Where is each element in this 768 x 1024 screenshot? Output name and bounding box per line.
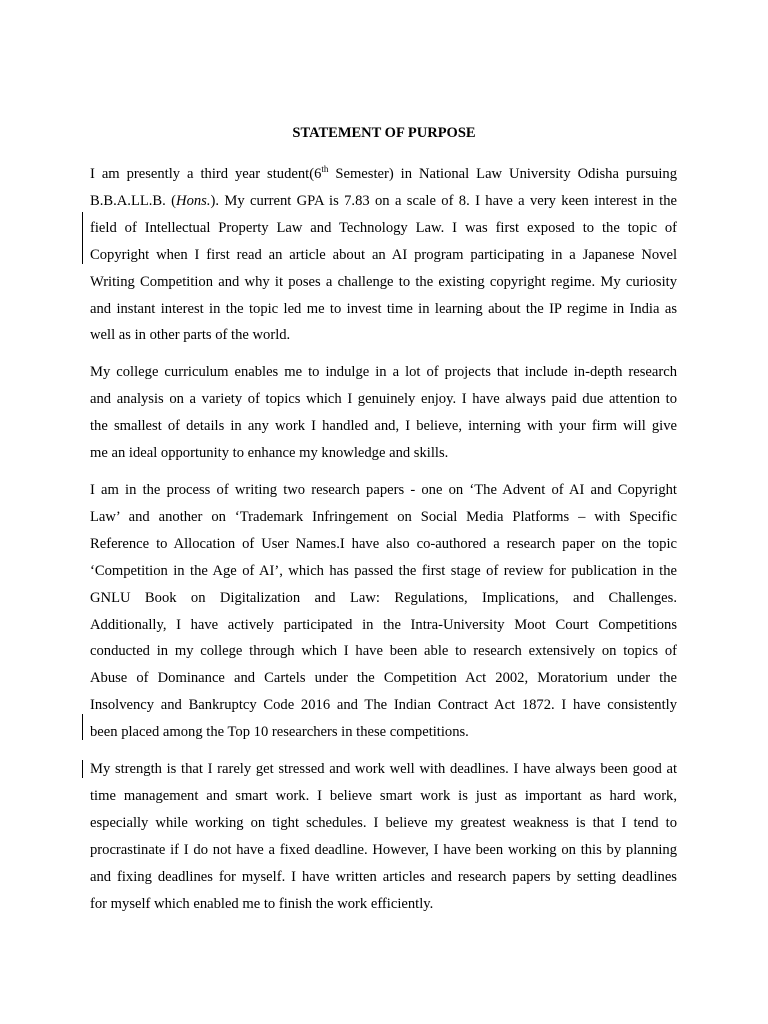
text-line: time management and smart work. I believe smart work is just as important as hard work,	[90, 787, 677, 804]
text-line: B.B.A.LL.B. (Hons.). My current GPA is 7.83 on a scale of 8. I have a very keen interest in the	[90, 192, 678, 209]
paragraph-strengths	[90, 756, 677, 917]
text-line: and instant interest in the topic led me to invest time in learning about the IP regime in India as	[90, 300, 677, 317]
text-line: My college curriculum enables me to indulge in a lot of projects that include in-depth research	[90, 364, 677, 381]
text-line: Insolvency and Bankruptcy Code 2016 and The Indian Contract Act 1872. I have consistently	[90, 697, 677, 714]
text-line: Reference to Allocation of User Names.I have also co-authored a research paper on the topic	[90, 535, 677, 552]
paragraph-intro	[90, 161, 677, 349]
text-line: Copyright when I first read an article about an AI program participating in a Japanese Novel	[90, 246, 677, 263]
text-line: been placed among the Top 10 researchers in these competitions.	[90, 724, 469, 741]
document-title: STATEMENT OF PURPOSE	[292, 125, 476, 141]
text-line: well as in other parts of the world.	[90, 327, 291, 344]
document-body	[90, 161, 677, 927]
text-line: GNLU Book on Digitalization and Law: Regulations, Implications, and Challenges.	[90, 589, 677, 606]
superscript: th	[321, 164, 329, 175]
revision-change-bar	[82, 760, 83, 778]
text-line: field of Intellectual Property Law and Technology Law. I was first exposed to the topic of	[90, 219, 677, 236]
paragraph-curriculum	[90, 359, 677, 467]
italic-text: Hons.	[176, 192, 211, 209]
text-line: My strength is that I rarely get stressed and work well with deadlines. I have always been good at	[90, 761, 677, 778]
text-line: Abuse of Dominance and Cartels under the Competition Act 2002, Moratorium under the	[90, 670, 677, 687]
text-line: procrastinate if I do not have a fixed deadline. However, I have been working on this by planning	[90, 841, 677, 858]
revision-change-bar	[82, 714, 83, 740]
paragraph-research	[90, 477, 677, 746]
text-line: Additionally, I have actively participated in the Intra-University Moot Court Competitions	[90, 616, 677, 633]
text-line: ‘Competition in the Age of AI’, which has passed the first stage of review for publication in the	[90, 562, 677, 579]
text-line: Writing Competition and why it poses a challenge to the existing copyright regime. My curiosity	[90, 273, 677, 290]
text-line: conducted in my college through which I have been able to research extensively on topics of	[90, 643, 677, 660]
text-line: especially while working on tight schedules. I believe my greatest weakness is that I tend to	[90, 814, 677, 831]
text-line: I am presently a third year student(6th Semester) in National Law University Odisha pursuing	[90, 164, 677, 182]
text-line: and fixing deadlines for myself. I have written articles and research papers by setting deadlines	[90, 868, 677, 885]
text-line: me an ideal opportunity to enhance my knowledge and skills.	[90, 445, 449, 462]
text-line: Law’ and another on ‘Trademark Infringement on Social Media Platforms – with Specific	[90, 508, 677, 525]
text-line: I am in the process of writing two research papers - one on ‘The Advent of AI and Copyright	[90, 481, 677, 498]
text-line: the smallest of details in any work I handled and, I believe, interning with your firm will give	[90, 418, 677, 435]
text-line: for myself which enabled me to finish the work efficiently.	[90, 895, 434, 912]
revision-change-bar	[82, 212, 83, 264]
text-line: and analysis on a variety of topics which I genuinely enjoy. I have always paid due attention to	[90, 391, 677, 408]
